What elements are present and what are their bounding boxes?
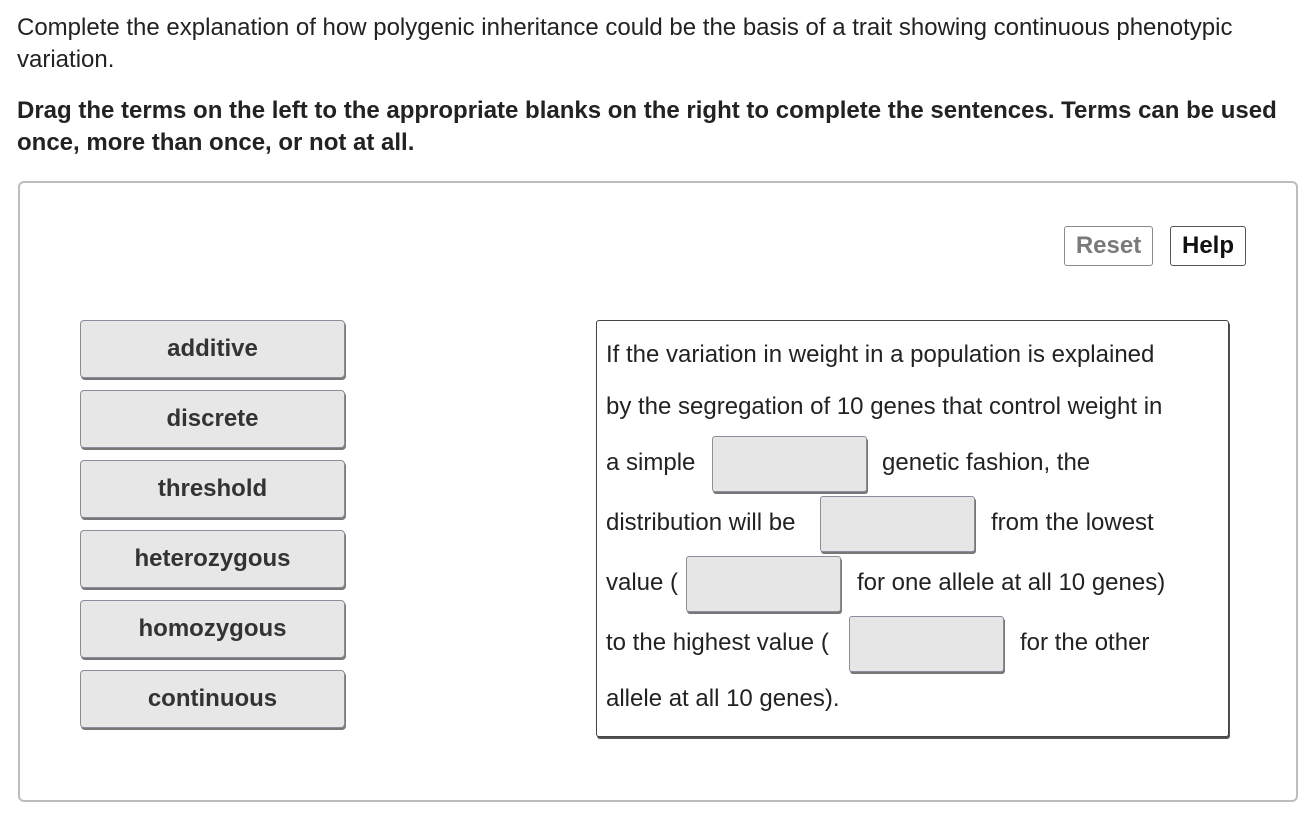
sentence-line-4-end: from the lowest — [991, 509, 1154, 536]
term-additive[interactable]: additive — [80, 320, 345, 378]
sentence-line-1: If the variation in weight in a population is explained — [606, 341, 1155, 368]
term-heterozygous[interactable]: heterozygous — [80, 530, 345, 588]
sentence-line-6-end: for the other — [1020, 629, 1150, 656]
sentence-line-2: by the segregation of 10 genes that control weight in — [606, 393, 1163, 420]
sentence-line-4-start: distribution will be — [606, 509, 796, 536]
drop-blank-4[interactable] — [849, 616, 1004, 672]
drop-blank-1[interactable] — [712, 436, 867, 492]
term-continuous[interactable]: continuous — [80, 670, 345, 728]
term-discrete[interactable]: discrete — [80, 390, 345, 448]
sentence-line-5-end: for one allele at all 10 genes) — [857, 569, 1166, 596]
help-button[interactable]: Help — [1170, 226, 1246, 266]
term-homozygous[interactable]: homozygous — [80, 600, 345, 658]
sentence-line-3-end: genetic fashion, the — [882, 449, 1091, 476]
sentence-line-5-start: value ( — [606, 569, 679, 596]
sentence-line-6-start: to the highest value ( — [606, 629, 829, 656]
term-threshold[interactable]: threshold — [80, 460, 345, 518]
question-text: Complete the explanation of how polygenic inheritance could be the basis of a trait showing continuous phenotypic variation. — [17, 14, 1233, 73]
sentence-line-3-start: a simple — [606, 449, 696, 476]
drop-blank-2[interactable] — [820, 496, 975, 552]
sentence-line-7: allele at all 10 genes). — [606, 685, 840, 712]
instruction-text: Drag the terms on the left to the appropriate blanks on the right to complete the sentences. Terms can be used once, more than once, or not at all. — [17, 97, 1277, 156]
drop-blank-3[interactable] — [686, 556, 841, 612]
reset-button[interactable]: Reset — [1064, 226, 1153, 266]
